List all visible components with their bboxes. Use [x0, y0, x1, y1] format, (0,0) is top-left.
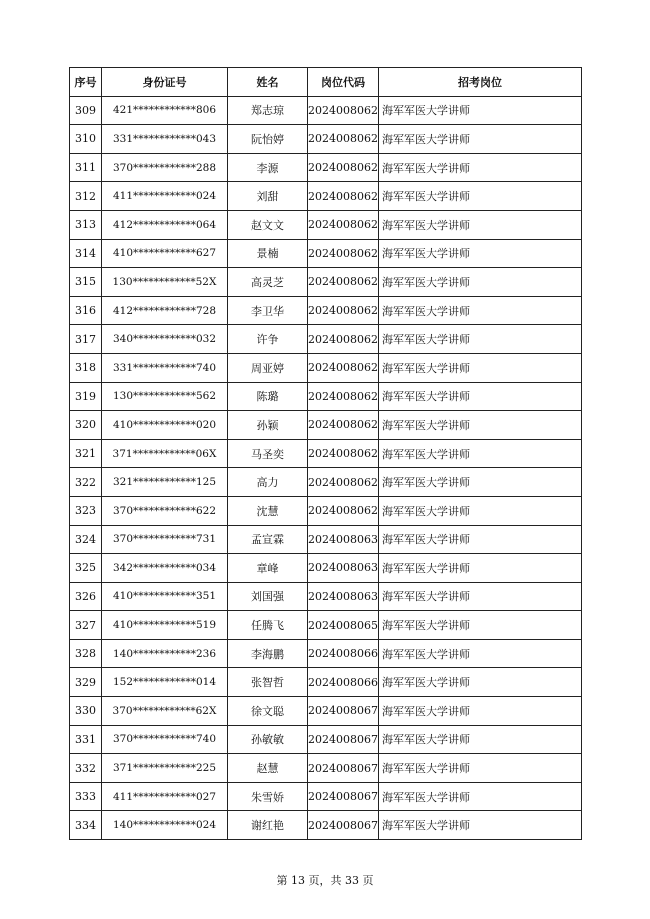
- table-row: [70, 754, 582, 783]
- table-row: [70, 811, 582, 840]
- table-row: [70, 468, 582, 497]
- cell-position: 海军军医大学讲师: [379, 468, 582, 497]
- table-row: [70, 554, 582, 583]
- cell-seq: 310: [70, 125, 102, 154]
- cell-position-code: 2024008062: [308, 468, 379, 497]
- cell-position: 海军军医大学讲师: [379, 668, 582, 697]
- cell-seq: 332: [70, 754, 102, 783]
- cell-name: 郑志琼: [228, 96, 308, 125]
- table-row: [70, 611, 582, 640]
- header-name: 姓名: [228, 68, 308, 97]
- cell-position: 海军军医大学讲师: [379, 639, 582, 668]
- cell-name: 任腾飞: [228, 611, 308, 640]
- cell-position-code: 2024008062: [308, 210, 379, 239]
- cell-seq: 320: [70, 411, 102, 440]
- cell-name: 李源: [228, 153, 308, 182]
- cell-id-number: 370************740: [102, 725, 228, 754]
- cell-seq: 316: [70, 296, 102, 325]
- cell-position: 海军军医大学讲师: [379, 153, 582, 182]
- cell-position-code: 2024008065: [308, 611, 379, 640]
- cell-seq: 314: [70, 239, 102, 268]
- cell-position-code: 2024008066: [308, 668, 379, 697]
- cell-name: 张智哲: [228, 668, 308, 697]
- cell-seq: 331: [70, 725, 102, 754]
- cell-seq: 327: [70, 611, 102, 640]
- table-body: [70, 96, 582, 839]
- cell-seq: 315: [70, 268, 102, 297]
- cell-position-code: 2024008062: [308, 96, 379, 125]
- cell-position-code: 2024008063: [308, 525, 379, 554]
- cell-position-code: 2024008062: [308, 496, 379, 525]
- cell-name: 章峰: [228, 554, 308, 583]
- cell-seq: 309: [70, 96, 102, 125]
- cell-seq: 317: [70, 325, 102, 354]
- cell-position: 海军军医大学讲师: [379, 268, 582, 297]
- cell-position: 海军军医大学讲师: [379, 96, 582, 125]
- cell-id-number: 370************62X: [102, 697, 228, 726]
- cell-position: 海军军医大学讲师: [379, 239, 582, 268]
- cell-seq: 321: [70, 439, 102, 468]
- table-row: [70, 96, 582, 125]
- table-row: [70, 496, 582, 525]
- table-row: [70, 668, 582, 697]
- cell-position-code: 2024008062: [308, 239, 379, 268]
- cell-seq: 330: [70, 697, 102, 726]
- cell-id-number: 140************236: [102, 639, 228, 668]
- cell-id-number: 370************731: [102, 525, 228, 554]
- cell-name: 李海鹏: [228, 639, 308, 668]
- cell-seq: 312: [70, 182, 102, 211]
- cell-id-number: 152************014: [102, 668, 228, 697]
- cell-seq: 313: [70, 210, 102, 239]
- cell-name: 景楠: [228, 239, 308, 268]
- cell-name: 高灵芝: [228, 268, 308, 297]
- table-row: [70, 296, 582, 325]
- cell-position: 海军军医大学讲师: [379, 754, 582, 783]
- cell-name: 赵文文: [228, 210, 308, 239]
- cell-name: 徐文聪: [228, 697, 308, 726]
- cell-seq: 329: [70, 668, 102, 697]
- cell-position-code: 2024008067: [308, 725, 379, 754]
- cell-position-code: 2024008062: [308, 268, 379, 297]
- cell-id-number: 340************032: [102, 325, 228, 354]
- cell-id-number: 411************027: [102, 782, 228, 811]
- table-row: [70, 525, 582, 554]
- cell-position-code: 2024008062: [308, 125, 379, 154]
- cell-position-code: 2024008067: [308, 697, 379, 726]
- table-row: [70, 582, 582, 611]
- cell-id-number: 411************024: [102, 182, 228, 211]
- cell-position-code: 2024008062: [308, 411, 379, 440]
- cell-id-number: 412************728: [102, 296, 228, 325]
- cell-position: 海军军医大学讲师: [379, 411, 582, 440]
- cell-name: 许争: [228, 325, 308, 354]
- cell-position-code: 2024008062: [308, 353, 379, 382]
- table-row: [70, 325, 582, 354]
- table-row: [70, 125, 582, 154]
- cell-position: 海军军医大学讲师: [379, 353, 582, 382]
- cell-position: 海军军医大学讲师: [379, 725, 582, 754]
- cell-name: 周亚婷: [228, 353, 308, 382]
- table-row: [70, 382, 582, 411]
- cell-position-code: 2024008067: [308, 782, 379, 811]
- cell-position-code: 2024008062: [308, 182, 379, 211]
- cell-seq: 323: [70, 496, 102, 525]
- cell-position-code: 2024008062: [308, 296, 379, 325]
- cell-id-number: 410************519: [102, 611, 228, 640]
- cell-name: 孙颖: [228, 411, 308, 440]
- table-row: [70, 725, 582, 754]
- cell-id-number: 342************034: [102, 554, 228, 583]
- cell-position-code: 2024008062: [308, 325, 379, 354]
- cell-id-number: 130************562: [102, 382, 228, 411]
- cell-position: 海军军医大学讲师: [379, 210, 582, 239]
- cell-position-code: 2024008063: [308, 554, 379, 583]
- cell-position-code: 2024008067: [308, 754, 379, 783]
- cell-name: 阮怡婷: [228, 125, 308, 154]
- cell-id-number: 331************740: [102, 353, 228, 382]
- cell-position-code: 2024008066: [308, 639, 379, 668]
- cell-name: 孙敏敏: [228, 725, 308, 754]
- table-row: [70, 439, 582, 468]
- table-row: [70, 182, 582, 211]
- cell-id-number: 412************064: [102, 210, 228, 239]
- header-position-code: 岗位代码: [308, 68, 379, 97]
- roster-table: [69, 67, 582, 840]
- cell-id-number: 410************627: [102, 239, 228, 268]
- cell-id-number: 371************225: [102, 754, 228, 783]
- cell-position: 海军军医大学讲师: [379, 382, 582, 411]
- cell-seq: 319: [70, 382, 102, 411]
- cell-position-code: 2024008062: [308, 439, 379, 468]
- cell-seq: 324: [70, 525, 102, 554]
- cell-name: 高力: [228, 468, 308, 497]
- table-row: [70, 782, 582, 811]
- header-position: 招考岗位: [379, 68, 582, 97]
- cell-seq: 328: [70, 639, 102, 668]
- page-number: 第 13 页，共 33 页: [276, 874, 374, 887]
- cell-seq: 322: [70, 468, 102, 497]
- cell-position-code: 2024008062: [308, 153, 379, 182]
- cell-position-code: 2024008067: [308, 811, 379, 840]
- cell-id-number: 140************024: [102, 811, 228, 840]
- table-row: [70, 210, 582, 239]
- cell-name: 刘国强: [228, 582, 308, 611]
- cell-position: 海军军医大学讲师: [379, 439, 582, 468]
- cell-id-number: 371************06X: [102, 439, 228, 468]
- cell-seq: 311: [70, 153, 102, 182]
- cell-position: 海军军医大学讲师: [379, 611, 582, 640]
- cell-position: 海军军医大学讲师: [379, 811, 582, 840]
- cell-position: 海军军医大学讲师: [379, 125, 582, 154]
- table-row: [70, 639, 582, 668]
- table-row: [70, 239, 582, 268]
- cell-id-number: 421************806: [102, 96, 228, 125]
- table-row: [70, 411, 582, 440]
- cell-id-number: 130************52X: [102, 268, 228, 297]
- cell-name: 孟宣霖: [228, 525, 308, 554]
- cell-name: 李卫华: [228, 296, 308, 325]
- cell-position: 海军军医大学讲师: [379, 296, 582, 325]
- cell-position: 海军军医大学讲师: [379, 554, 582, 583]
- cell-position: 海军军医大学讲师: [379, 525, 582, 554]
- table-row: [70, 353, 582, 382]
- cell-name: 赵慧: [228, 754, 308, 783]
- cell-name: 刘甜: [228, 182, 308, 211]
- cell-name: 陈璐: [228, 382, 308, 411]
- cell-position: 海军军医大学讲师: [379, 496, 582, 525]
- cell-id-number: 370************288: [102, 153, 228, 182]
- cell-id-number: 370************622: [102, 496, 228, 525]
- cell-seq: 318: [70, 353, 102, 382]
- cell-name: 谢红艳: [228, 811, 308, 840]
- cell-position: 海军军医大学讲师: [379, 325, 582, 354]
- table-row: [70, 268, 582, 297]
- table-header-row: [70, 68, 582, 97]
- cell-position-code: 2024008062: [308, 382, 379, 411]
- cell-name: 沈慧: [228, 496, 308, 525]
- cell-position: 海军军医大学讲师: [379, 582, 582, 611]
- table-row: [70, 153, 582, 182]
- cell-name: 马圣奕: [228, 439, 308, 468]
- cell-id-number: 331************043: [102, 125, 228, 154]
- cell-seq: 333: [70, 782, 102, 811]
- cell-position: 海军军医大学讲师: [379, 182, 582, 211]
- cell-position: 海军军医大学讲师: [379, 697, 582, 726]
- table-row: [70, 697, 582, 726]
- cell-seq: 334: [70, 811, 102, 840]
- cell-seq: 325: [70, 554, 102, 583]
- header-id-number: 身份证号: [102, 68, 228, 97]
- cell-position: 海军军医大学讲师: [379, 782, 582, 811]
- cell-position-code: 2024008063: [308, 582, 379, 611]
- header-seq: 序号: [70, 68, 102, 97]
- cell-id-number: 410************351: [102, 582, 228, 611]
- cell-id-number: 410************020: [102, 411, 228, 440]
- cell-name: 朱雪娇: [228, 782, 308, 811]
- cell-seq: 326: [70, 582, 102, 611]
- cell-id-number: 321************125: [102, 468, 228, 497]
